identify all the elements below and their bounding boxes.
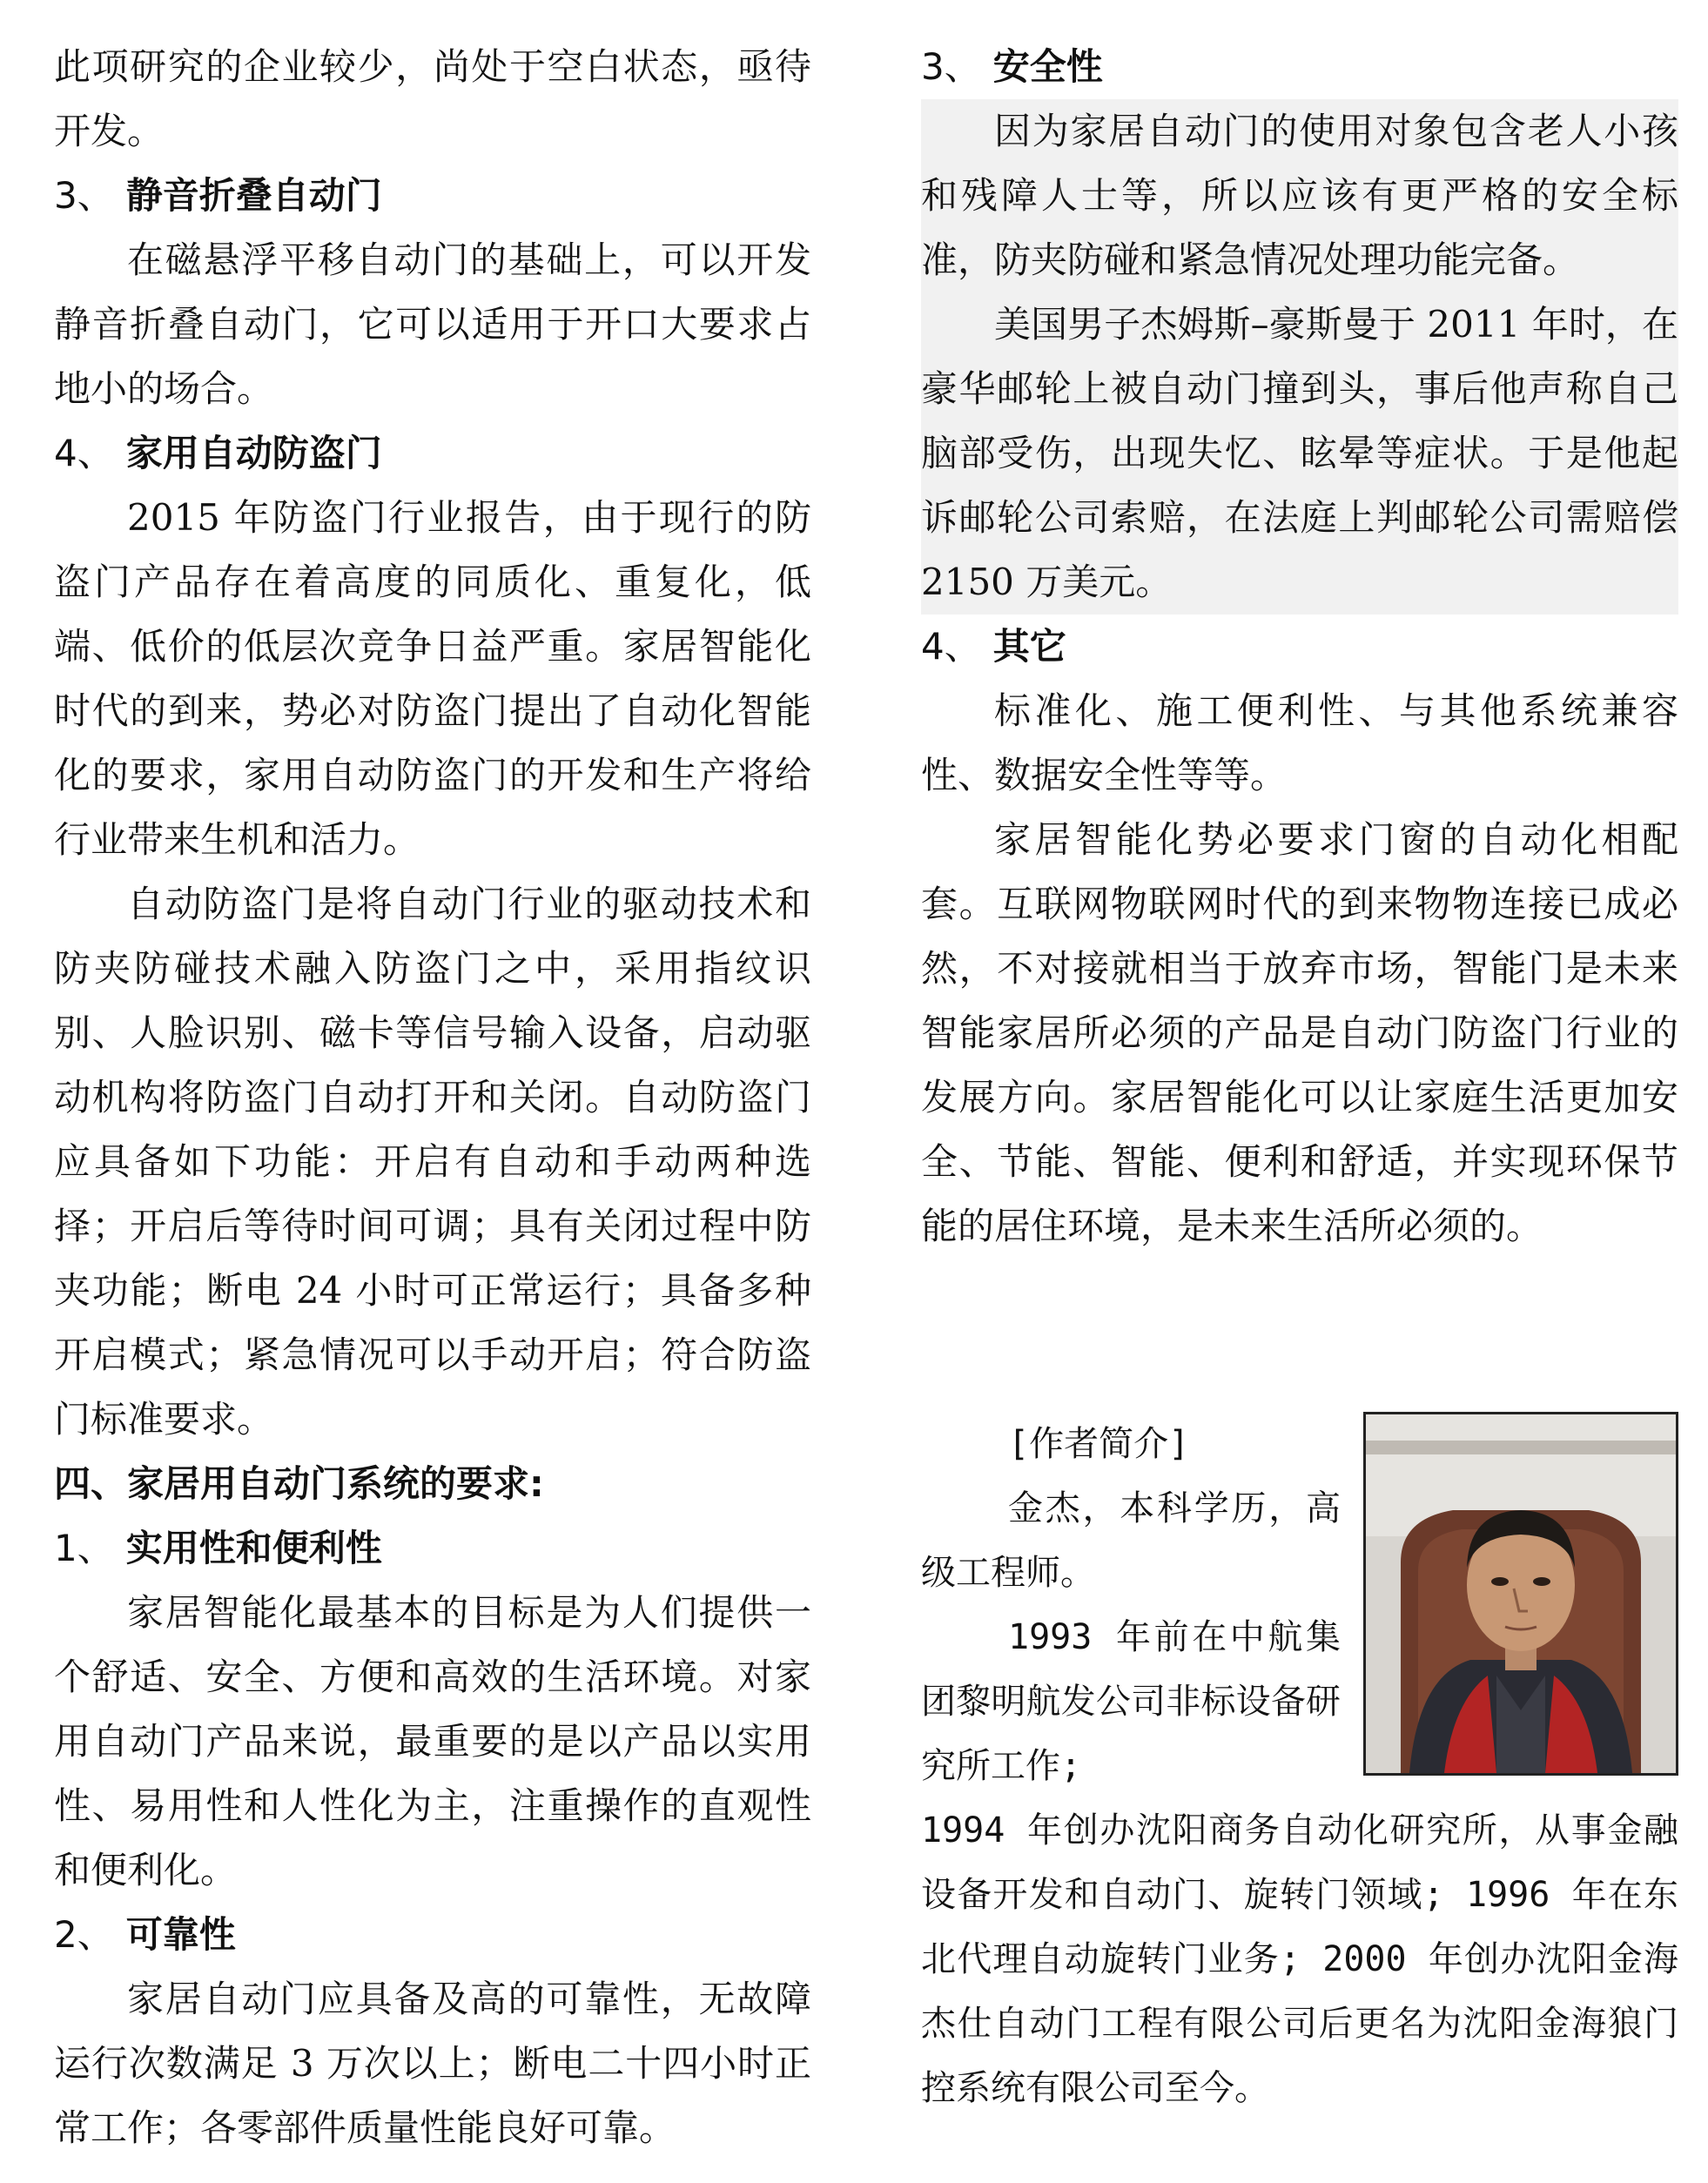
author-photo xyxy=(1363,1412,1678,1776)
section-heading xyxy=(54,1516,811,1581)
paragraph: 自动防盗门是将自动门行业的驱动技术和防夹防碰技术融入防盗门之中，采用指纹识别、人脸识别、磁卡等信号输入设备，启动驱动机构将防盗门自动打开和关闭。自动防盗门应具备如下功能：开启有自动和手动两种选择；开启后等待时间可调；具有关闭过程中防夹功能；断电 24 小时可正常运行；具备多种开启模式；紧急情况可以手动开启；符合防盗门标准要求。 xyxy=(54,883,811,1441)
section-number: 3、 xyxy=(921,45,981,88)
paragraph: 家居智能化最基本的目标是为人们提供一个舒适、安全、方便和高效的生活环境。对家用自动门产品来说，最重要的是以产品以实用性、易用性和人性化为主，注重操作的直观性和便利化。 xyxy=(54,1591,811,1891)
section-heading xyxy=(54,1903,811,1967)
section-number: 3、 xyxy=(54,174,114,217)
paragraph: 家居自动门应具备及高的可靠性，无故障运行次数满足 3 万次以上；断电二十四小时正常工作；各零部件质量性能良好可靠。 xyxy=(54,1978,811,2149)
section-heading xyxy=(54,421,811,486)
left-column xyxy=(54,35,811,2160)
section-heading xyxy=(921,615,1678,679)
paragraph: 美国男子杰姆斯–豪斯曼于 2011 年时，在豪华邮轮上被自动门撞到头，事后他声称自己脑部受伤，出现失忆、眩晕等症状。于是他起诉邮轮公司索赔，在法庭上判邮轮公司需赔偿 2150 万美元。 xyxy=(921,292,1678,615)
section-number: 1、 xyxy=(54,1527,114,1569)
author-portrait xyxy=(1366,1414,1676,1773)
paragraph: 在磁悬浮平移自动门的基础上，可以开发静音折叠自动门，它可以适用于开口大要求占地小的场合。 xyxy=(54,238,811,410)
section-title: 可靠性 xyxy=(125,1913,236,1956)
section-number: 4、 xyxy=(921,625,981,668)
author-intro: 金杰，本科学历，高级工程师。 xyxy=(921,1488,1341,1593)
section-title: 安全性 xyxy=(992,45,1103,88)
author-career-1994: 1994 年创办沈阳商务自动化研究所，从事金融设备开发和自动门、旋转门领域; 1996 年在东北代理自动旋转门业务; 2000 年创办沈阳金海杰仕自动门工程有限公司后更名为沈阳金海狼门控系统有限公司至今。 xyxy=(921,1810,1678,2108)
right-column xyxy=(921,35,1678,2120)
author-bio xyxy=(921,1412,1678,2120)
section-title: 其它 xyxy=(992,625,1066,668)
author-tag: [作者简介] xyxy=(1008,1424,1190,1464)
author-career-1993: 1993 年前在中航集团黎明航发公司非标设备研究所工作; xyxy=(921,1617,1341,1786)
section-number: 4、 xyxy=(54,432,114,474)
paragraph: 2015 年防盗门行业报告，由于现行的防盗门产品存在着高度的同质化、重复化，低端、低价的低层次竞争日益严重。家居智能化时代的到来，势必对防盗门提出了自动化智能化的要求，家用自动防盗门的开发和生产将给行业带来生机和活力。 xyxy=(54,496,811,861)
section-title: 家用自动防盗门 xyxy=(125,432,382,474)
paragraph: 标准化、施工便利性、与其他系统兼容性、数据安全性等等。 xyxy=(921,689,1678,796)
section-title: 实用性和便利性 xyxy=(125,1527,382,1569)
section-number: 2、 xyxy=(54,1913,114,1956)
paragraph: 因为家居自动门的使用对象包含老人小孩和残障人士等，所以应该有更严格的安全标准，防夹防碰和紧急情况处理功能完备。 xyxy=(921,99,1678,292)
section-title: 静音折叠自动门 xyxy=(125,174,382,217)
paragraph: 家居智能化势必要求门窗的自动化相配套。互联网物联网时代的到来物物连接已成必然，不对接就相当于放弃市场，智能门是未来智能家居所必须的产品是自动门防盗门行业的发展方向。家居智能化可以让家庭生活更加安全、节能、智能、便利和舒适，并实现环保节能的居住环境，是未来生活所必须的。 xyxy=(921,818,1678,1247)
paragraph: 此项研究的企业较少，尚处于空白状态，亟待开发。 xyxy=(54,45,811,152)
part-heading: 四、家居用自动门系统的要求: xyxy=(54,1462,544,1505)
section-heading xyxy=(54,164,811,228)
section-heading xyxy=(921,35,1678,99)
